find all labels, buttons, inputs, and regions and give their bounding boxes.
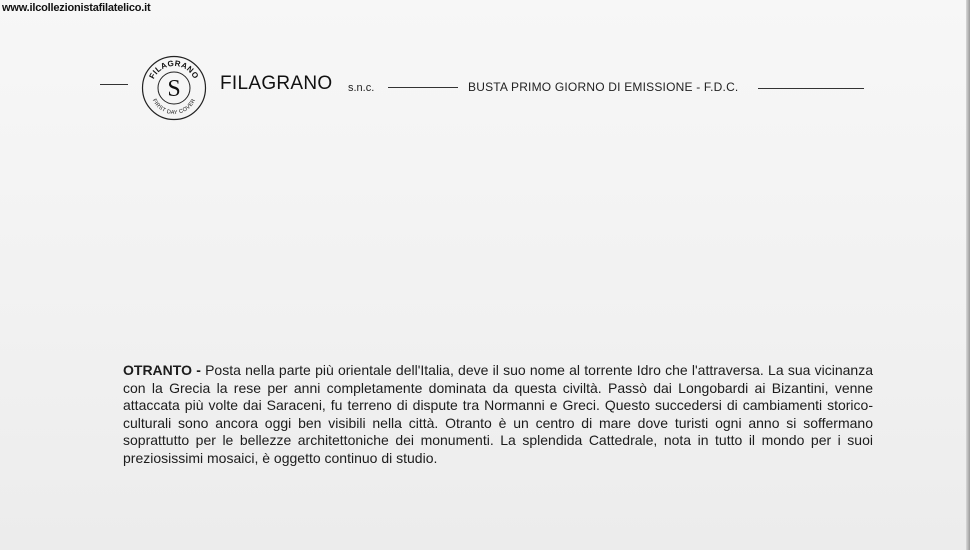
brand-name: FILAGRANO	[220, 73, 333, 94]
seal-letter: S	[167, 76, 181, 102]
description-paragraph	[123, 362, 873, 468]
brand-suffix: s.n.c.	[348, 82, 375, 94]
watermark-url: www.ilcollezionistafilatelico.it	[2, 2, 151, 14]
header-rule-middle	[388, 87, 458, 88]
description-text: Posta nella parte più orientale dell'Italia, deve il suo nome al torrente Idro che l'attraversa. La sua vicinanza con la Grecia la rese per anni completamente dominata da questa civiltà. Passò dai Longobardi ai Bizantini, venne attaccata più volte dai Saraceni, fu terreno di dispute tra Normanni e Greci. Questo succedersi di cambiamenti storico-culturali sono ancora oggi ben visibili nella città. Otranto è un centro di mare dove turisti ogni anno si soffermano soprattutto per le bellezze architettoniche dei monumenti. La splendida Cattedrale, nota in tutto il mondo per i suoi preziosissimi mosaici, è oggetto continuo di studio.	[123, 362, 874, 466]
description-heading: OTRANTO -	[123, 362, 201, 378]
seal-top-text: FILAGRANO	[147, 58, 201, 81]
header-rule-right	[758, 88, 864, 89]
filagrano-seal-logo	[141, 55, 207, 121]
header-rule-left	[100, 84, 128, 85]
cover-type-label: BUSTA PRIMO GIORNO DI EMISSIONE - F.D.C.	[468, 80, 739, 94]
seal-bottom-text: FIRST DAY COVER	[150, 97, 198, 117]
envelope-edge	[966, 0, 970, 550]
